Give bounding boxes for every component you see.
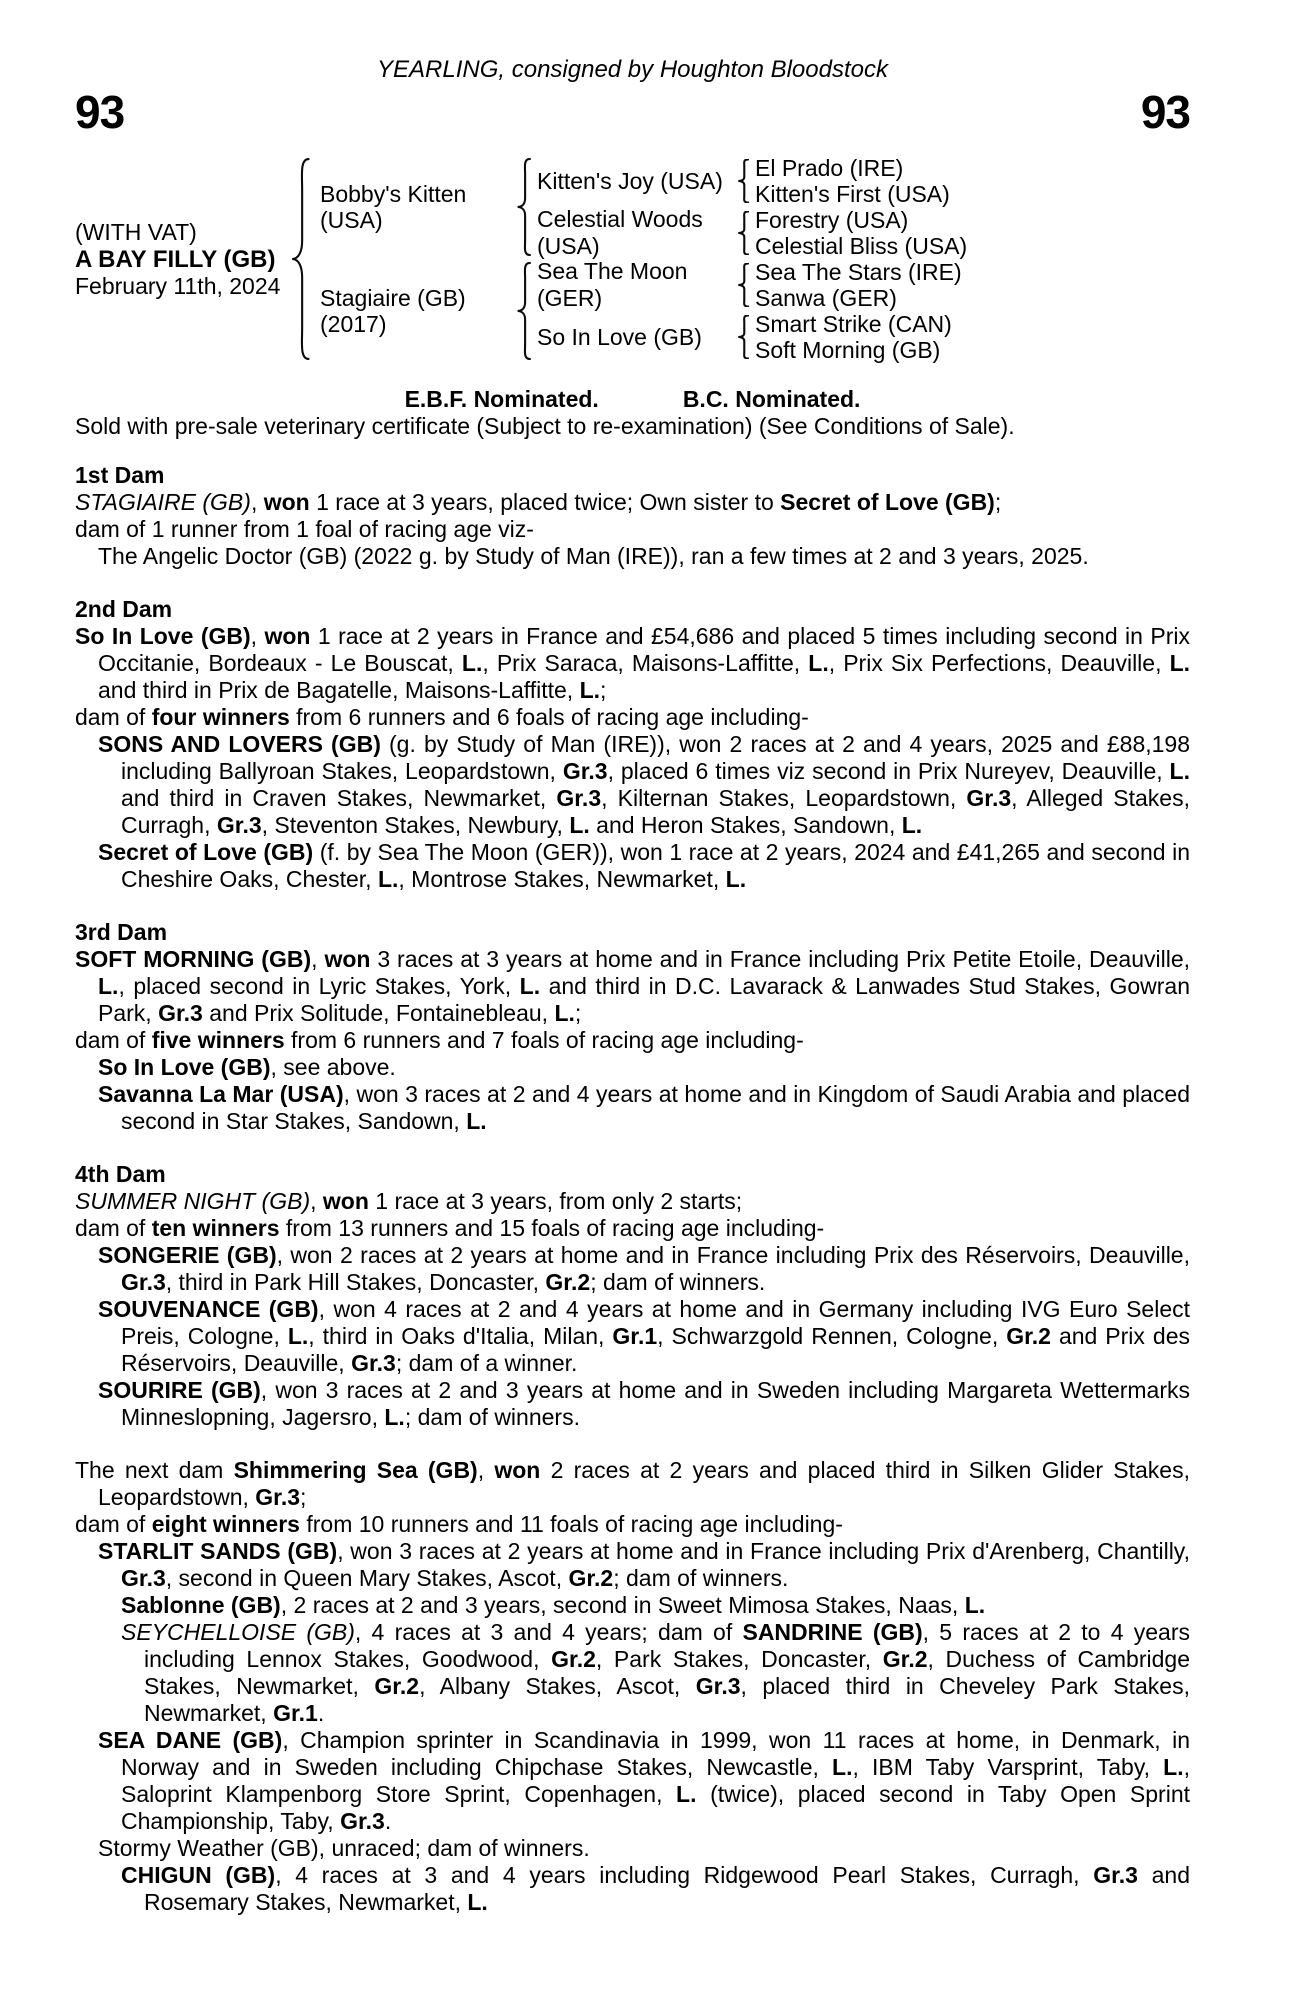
pedigree-paragraph: STAGIAIRE (GB), won 1 race at 3 years, placed twice; Own sister to Secret of Love (GB);	[75, 489, 1002, 515]
dam-section-heading: 3rd Dam	[75, 919, 168, 945]
pedigree-generations	[310, 155, 967, 363]
lot-number-row	[75, 88, 1190, 140]
dam-dam-name: So In Love (GB)	[537, 323, 702, 350]
granddam-row	[537, 207, 967, 259]
pedigree-paragraph: dam of 1 runner from 1 foal of racing age viz-	[75, 516, 534, 542]
dam-section	[75, 1161, 1190, 1431]
dam-grandparents	[537, 259, 962, 363]
lot-number-right: 93	[1140, 86, 1190, 138]
pedigree-brace	[290, 157, 310, 361]
pedigree-paragraph: SONS AND LOVERS (GB) (g. by Study of Man (IRE)), won 2 races at 2 and 4 years, 2025 and £88,198 including Ballyroan Stakes, Leopardstown, Gr.3, placed 6 times viz second in Prix Nureyev, Deauville, L. and third in Craven Stakes, Newmarket, Gr.3, Kilternan Stakes, Leopardstown, Gr.3, Alleged Stakes, Curragh, Gr.3, Steventon Stakes, Newbury, L. and Heron Stakes, Sandown, L.	[98, 731, 1191, 838]
dam-sire-name: Sea The Moon (GER)	[537, 258, 688, 311]
sire-dam-dam-name: Celestial Bliss (USA)	[755, 233, 968, 259]
pedigree-paragraph: So In Love (GB), see above.	[98, 1054, 396, 1080]
dam-sire-sire-name: Sea The Stars (IRE)	[755, 259, 962, 285]
horse-name: A BAY FILLY (GB)	[75, 245, 276, 273]
catalogue-sections	[75, 462, 1190, 1916]
pedigree-paragraph: The next dam Shimmering Sea (GB), won 2 races at 2 years and placed third in Silken Glider Stakes, Leopardstown, Gr.3;	[75, 1457, 1190, 1510]
ebf-nominated-label: E.B.F. Nominated.	[404, 386, 599, 412]
great-grandparent-pair	[755, 311, 952, 363]
pedigree-paragraph: SOFT MORNING (GB), won 3 races at 3 years at home and in France including Prix Petite Etoile, Deauville, L., placed second in Lyric Stakes, York, L. and third in D.C. Lavarack & Lanwades Stud Stakes, Gowran Park, Gr.3 and Prix Solitude, Fontainebleau, L.;	[75, 946, 1191, 1026]
pedigree-paragraph: Savanna La Mar (USA), won 3 races at 2 and 4 years at home and in Kingdom of Saudi Arabia and placed second in Star Stakes, Sandown, L.	[98, 1081, 1190, 1134]
sale-condition-note: Sold with pre-sale veterinary certificate (Subject to re-examination) (See Conditions of Sale).	[75, 413, 1015, 439]
dam-half	[310, 259, 967, 363]
grandsire-row	[537, 259, 962, 311]
pedigree-brace	[737, 315, 749, 359]
foal-date: February 11th, 2024	[75, 272, 281, 299]
pedigree-paragraph: The Angelic Doctor (GB) (2022 g. by Study of Man (IRE)), ran a few times at 2 and 3 years, 2025.	[98, 543, 1089, 569]
pedigree-paragraph: CHIGUN (GB), 4 races at 3 and 4 years including Ridgewood Pearl Stakes, Curragh, Gr.3 and Rosemary Stakes, Newmarket, L.	[121, 1862, 1191, 1915]
page-title: YEARLING, consigned by Houghton Bloodstock	[377, 56, 888, 83]
dam-section	[75, 596, 1190, 893]
pedigree-paragraph: dam of four winners from 6 runners and 6 foals of racing age including-	[75, 704, 809, 730]
pedigree-paragraph: SONGERIE (GB), won 2 races at 2 years at home and in France including Prix des Réservoirs, Deauville, Gr.3, third in Park Hill Stakes, Doncaster, Gr.2; dam of winners.	[98, 1242, 1190, 1295]
pedigree-owner-block	[75, 219, 290, 300]
lot-number-left: 93	[75, 86, 125, 138]
dam-year: (2017)	[320, 311, 387, 337]
grandsire-row	[537, 155, 967, 207]
great-grandparent-pair	[755, 207, 967, 259]
pedigree-brace	[516, 262, 531, 360]
sire-dam-sire-name: Forestry (USA)	[755, 207, 909, 233]
pedigree-brace	[737, 159, 749, 203]
great-grandparent-pair	[755, 259, 962, 311]
pedigree-paragraph: SOUVENANCE (GB), won 4 races at 2 and 4 years at home and in Germany including IVG Euro Select Preis, Cologne, L., third in Oaks d'Italia, Milan, Gr.1, Schwarzgold Rennen, Cologne, Gr.2 and Prix des Réservoirs, Deauville, Gr.3; dam of a winner.	[98, 1296, 1190, 1376]
sire-dam-name: Celestial Woods (USA)	[537, 206, 703, 259]
dam-section-heading: 1st Dam	[75, 462, 165, 488]
granddam-row	[537, 311, 962, 363]
vat-note: (WITH VAT)	[75, 218, 197, 245]
pedigree-paragraph: SEA DANE (GB), Champion sprinter in Scandinavia in 1999, won 11 races at home, in Denmark, in Norway and in Sweden including Chipchase Stakes, Newcastle, L., IBM Taby Varsprint, Taby, L., Saloprint Klampenborg Store Sprint, Copenhagen, L. (twice), placed second in Taby Open Sprint Championship, Taby, Gr.3.	[98, 1727, 1191, 1834]
dam-dam-sire-name: Smart Strike (CAN)	[755, 311, 952, 337]
bc-nominated-label: B.C. Nominated.	[682, 386, 861, 412]
pedigree-paragraph: SEYCHELLOISE (GB), 4 races at 3 and 4 years; dam of SANDRINE (GB), 5 races at 2 to 4 years including Lennox Stakes, Goodwood, Gr.2, Park Stakes, Doncaster, Gr.2, Duchess of Cambridge Stakes, Newmarket, Gr.2, Albany Stakes, Ascot, Gr.3, placed third in Cheveley Park Stakes, Newmarket, Gr.1.	[121, 1619, 1190, 1726]
pedigree-brace	[737, 211, 749, 255]
dam-section-heading: 2nd Dam	[75, 596, 173, 622]
dam-section	[75, 462, 1190, 570]
pedigree-paragraph: SOURIRE (GB), won 3 races at 2 and 3 years at home and in Sweden including Margareta Wettermarks Minneslopning, Jagersro, L.; dam of winners.	[98, 1377, 1191, 1430]
pedigree-paragraph: Sablonne (GB), 2 races at 2 and 3 years, second in Sweet Mimosa Stakes, Naas, L.	[121, 1592, 986, 1618]
pedigree-tree	[75, 154, 1190, 364]
dam-section	[75, 1457, 1190, 1916]
pedigree-paragraph: dam of eight winners from 10 runners and 11 foals of racing age including-	[75, 1511, 843, 1537]
great-grandparent-pair	[755, 155, 950, 207]
sire-sire-sire-name: El Prado (IRE)	[755, 155, 904, 181]
dam-section	[75, 919, 1190, 1135]
nominations-line	[75, 386, 1190, 413]
pedigree-paragraph: Stormy Weather (GB), unraced; dam of winners.	[98, 1835, 590, 1861]
sire-name: Bobby's Kitten (USA)	[320, 181, 467, 233]
pedigree-paragraph: So In Love (GB), won 1 race at 2 years in France and £54,686 and placed 5 times including second in Prix Occitanie, Bordeaux - Le Bouscat, L., Prix Saraca, Maisons-Laffitte, L., Prix Six Perfections, Deauville, L. and third in Prix de Bagatelle, Maisons-Laffitte, L.;	[75, 623, 1191, 703]
pedigree-paragraph: STARLIT SANDS (GB), won 3 races at 2 years at home and in France including Prix d'Arenberg, Chantilly, Gr.3, second in Queen Mary Stakes, Ascot, Gr.2; dam of winners.	[98, 1538, 1190, 1591]
sire-grandparents	[537, 155, 967, 259]
pedigree-paragraph: SUMMER NIGHT (GB), won 1 race at 3 years, from only 2 starts;	[75, 1188, 743, 1214]
dam-name-block	[310, 285, 512, 337]
sire-half	[310, 155, 967, 259]
pedigree-paragraph: Secret of Love (GB) (f. by Sea The Moon (GER)), won 1 race at 2 years, 2024 and £41,265 and second in Cheshire Oaks, Chester, L., Montrose Stakes, Newmarket, L.	[98, 839, 1190, 892]
pedigree-paragraph: dam of ten winners from 13 runners and 15 foals of racing age including-	[75, 1215, 825, 1241]
pedigree-paragraph: dam of five winners from 6 runners and 7 foals of racing age including-	[75, 1027, 804, 1053]
dam-name: Stagiaire (GB)	[320, 285, 466, 311]
dam-sire-dam-name: Sanwa (GER)	[755, 285, 897, 311]
pedigree-brace	[737, 263, 749, 307]
dam-dam-dam-name: Soft Morning (GB)	[755, 337, 941, 363]
sire-sire-dam-name: Kitten's First (USA)	[755, 181, 950, 207]
pedigree-brace	[516, 158, 531, 256]
sire-sire-name: Kitten's Joy (USA)	[537, 167, 723, 194]
dam-section-heading: 4th Dam	[75, 1161, 166, 1187]
